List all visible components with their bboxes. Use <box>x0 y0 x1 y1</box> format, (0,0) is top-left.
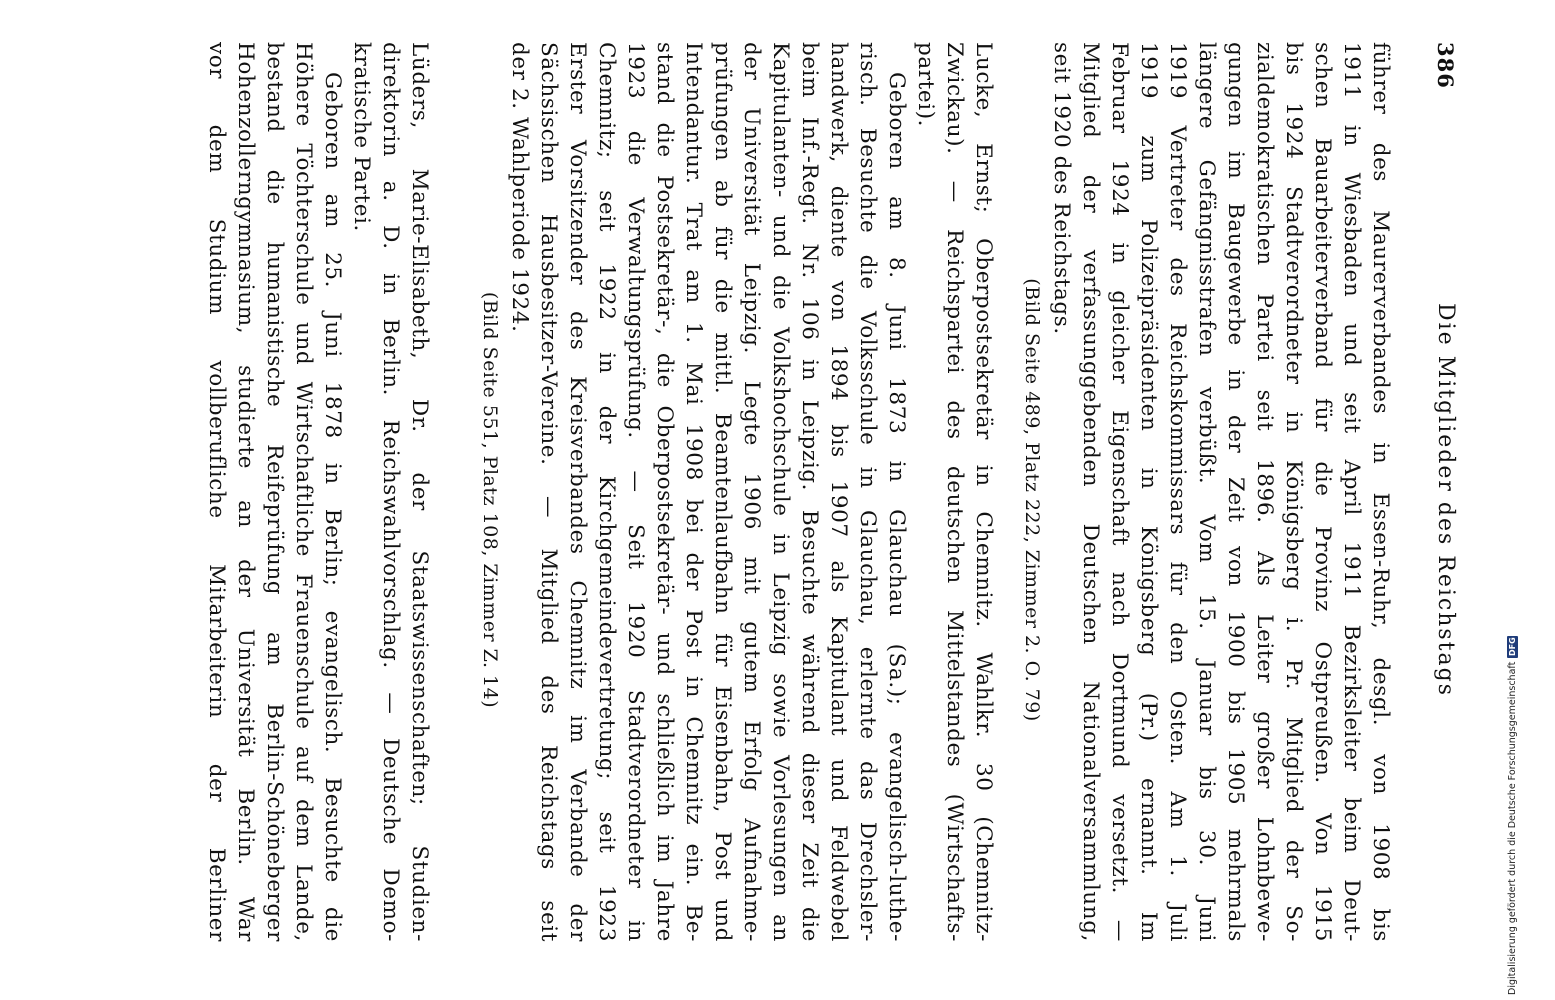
text-line: stand die Postsekretär-, die Oberpostsekretär- und schließlich im Jahre <box>652 42 677 942</box>
text-line: 1919 zum Polizeipräsidenten in Königsberg (Pr.) ernannt. Im <box>1136 42 1161 942</box>
text-line: 1923 die Verwaltungsprüfung. — Seit 1920 Stadtverordneter in <box>623 42 648 942</box>
text-line: Erster Vorsitzender des Kreisverbandes Chemnitz im Verbande der <box>565 42 590 942</box>
text-line: führer des Maurerverbandes in Essen-Ruhr, desgl. von 1908 bis <box>1368 42 1393 942</box>
text-line: bestand die humanistische Reifeprüfung am Berlin-Schöneberger <box>262 42 287 942</box>
running-title: Die Mitglieder des Reichstags <box>1433 303 1458 697</box>
text-line: 1919 Vertreter des Reichskommissars für den Osten. Am 1. Juli <box>1165 42 1190 942</box>
funding-note <box>1507 636 1518 995</box>
page-number: 386 <box>1433 42 1458 89</box>
text-line: Zwickau). — Reichspartei des deutschen Mittelstandes (Wirtschafts- <box>942 42 967 942</box>
text-line: 1911 in Wiesbaden und seit April 1911 Bezirksleiter beim Deut- <box>1339 42 1364 942</box>
text-line: beim Inf.-Regt. Nr. 106 in Leipzig. Besuchte während dieser Zeit die <box>797 42 822 942</box>
text-line: prüfungen ab für die mittl. Beamtenlaufbahn für Eisenbahn, Post und <box>710 42 735 942</box>
document-page <box>90 20 1470 980</box>
text-line: Intendantur. Trat am 1. Mai 1908 bei der Post in Chemnitz ein. Be- <box>681 42 706 942</box>
text-line: kratische Partei. <box>349 42 374 232</box>
entry-heading-line: Lüders, Marie-Elisabeth, Dr. der Staatswissenschaften; Studien- <box>407 42 432 942</box>
text-line: Höhere Töchterschule und Wirtschaftliche Frauenschule auf dem Lande, <box>291 42 316 942</box>
funding-note-text: Digitalisierung gefördert durch die Deutsche Forschungsgemeinschaft <box>1507 661 1518 995</box>
text-line: handwerk, diente von 1894 bis 1907 als Kapitulant und Feldwebel <box>826 42 851 942</box>
text-line: zialdemokratischen Partei seit 1896. Als Leiter großer Lohnbewe- <box>1252 42 1277 942</box>
text-line: direktorin a. D. in Berlin. Reichswahlvorschlag. — Deutsche Demo- <box>378 42 403 942</box>
text-line: Mitglied der verfassunggebenden Deutschen Nationalversammlung, <box>1078 42 1103 942</box>
entry-heading-line: Lucke, Ernst; Oberpostsekretär in Chemnitz. Wahlkr. 30 (Chemnitz- <box>971 42 996 942</box>
text-line: Geboren am 8. Juni 1873 in Glauchau (Sa.); evangelisch-luthe- <box>884 72 909 942</box>
text-line: vor dem Studium vollberufliche Mitarbeiterin der Berliner <box>204 42 229 942</box>
text-line: Chemnitz; seit 1922 in der Kirchgemeindevertretung; seit 1923 <box>594 42 619 942</box>
page-header <box>1400 20 1470 980</box>
text-line: schen Bauarbeiterverband für die Provinz Ostpreußen. Von 1915 <box>1310 42 1335 942</box>
text-line: Sächsischen Hausbesitzer-Vereine. — Mitglied des Reichstags seit <box>536 42 561 942</box>
text-line: risch. Besuchte die Volksschule in Glauchau, erlernte das Drechsler- <box>855 42 880 942</box>
dfg-logo-icon: DFG <box>1508 637 1517 657</box>
text-line: Kapitulanten- und die Volkshochschule in Leipzig sowie Vorlesungen an <box>768 42 793 942</box>
text-line: der 2. Wahlperiode 1924. <box>507 42 532 333</box>
text-line: längere Gefängnisstrafen verbüßt. Vom 15. Januar bis 30. Juni <box>1194 42 1219 942</box>
text-line: gungen im Baugewerbe in der Zeit von 1900 bis 1905 mehrmals <box>1223 42 1248 942</box>
picture-reference: (Bild Seite 551, Platz 108, Zimmer Z. 14) <box>479 291 501 709</box>
text-line: seit 1920 des Reichstags. <box>1049 42 1074 335</box>
text-line: Geboren am 25. Juni 1878 in Berlin; evangelisch. Besuchte die <box>320 72 345 942</box>
text-line: der Universität Leipzig. Legte 1906 mit gutem Erfolg Aufnahme- <box>739 42 764 942</box>
text-line: bis 1924 Stadtverordneter in Königsberg i. Pr. Mitglied der So- <box>1281 42 1306 942</box>
text-line: Februar 1924 in gleicher Eigenschaft nach Dortmund versetzt. — <box>1107 42 1132 942</box>
text-line: partei). <box>913 42 938 128</box>
picture-reference: (Bild Seite 489, Platz 222, Zimmer 2. O. 79) <box>1021 278 1043 722</box>
text-line: Hohenzollerngymnasium, studierte an der Universität Berlin. War <box>233 42 258 942</box>
